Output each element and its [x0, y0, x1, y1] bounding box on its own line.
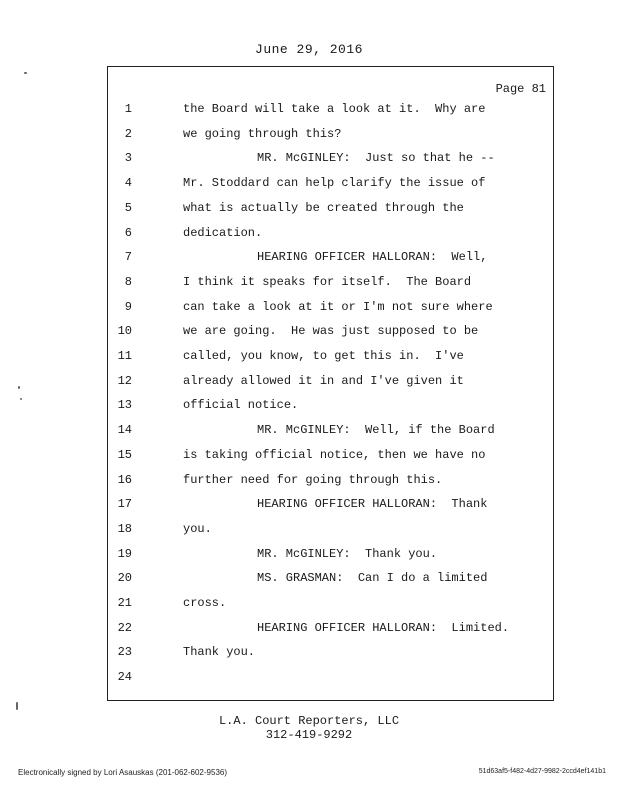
transcript-line — [0, 300, 618, 325]
transcript-line — [0, 522, 618, 547]
line-text: Thank you. — [183, 645, 256, 660]
line-text: the Board will take a look at it. Why are — [183, 102, 486, 116]
transcript-line — [0, 151, 618, 176]
transcript-line — [0, 448, 618, 473]
line-number: 4 — [124, 176, 132, 191]
line-number: 22 — [117, 620, 132, 635]
court-reporter-phone: 312-419-9292 — [265, 728, 353, 742]
scan-speck — [20, 398, 22, 400]
line-text: official notice. — [183, 398, 299, 413]
transcript-line — [0, 398, 618, 423]
line-number: 12 — [117, 373, 132, 388]
line-number: 7 — [124, 250, 132, 265]
line-number: 13 — [117, 398, 132, 413]
line-text: is taking official notice, then we have no — [183, 447, 486, 462]
line-text: MR. McGINLEY: Thank you. — [257, 546, 438, 561]
line-number: 24 — [117, 670, 132, 685]
line-text: further need for going through this. — [183, 472, 443, 487]
line-number: 5 — [124, 200, 132, 215]
transcript-line — [0, 423, 618, 448]
transcript-line — [0, 645, 618, 670]
line-text: HEARING OFFICER HALLORAN: Limited. — [257, 620, 510, 635]
line-text: we going through this? — [183, 126, 342, 141]
line-number: 19 — [117, 546, 132, 561]
line-number: 20 — [117, 571, 132, 586]
line-text: I think it speaks for itself. The Board — [183, 274, 472, 289]
line-text: can take a look at it or I'm not sure where — [183, 299, 493, 314]
line-text: cross. — [183, 596, 227, 610]
scan-speck — [24, 72, 27, 74]
transcript-line — [0, 275, 618, 300]
transcript-line — [0, 571, 618, 596]
line-text: called, you know, to get this in. I've — [183, 349, 464, 363]
line-number: 16 — [117, 472, 132, 487]
line-number: 1 — [124, 102, 132, 116]
transcript-line — [0, 621, 618, 646]
transcript-line — [0, 102, 618, 127]
transcript-line — [0, 596, 618, 621]
line-text: HEARING OFFICER HALLORAN: Thank — [257, 497, 488, 512]
transcript-line — [0, 473, 618, 498]
document-id: 51d63af5-f482-4d27-9982-2ccd4ef141b1 — [478, 768, 606, 775]
line-number: 21 — [117, 596, 132, 610]
line-text: dedication. — [183, 225, 263, 240]
line-text: we are going. He was just supposed to be — [183, 324, 479, 339]
line-number: 17 — [117, 497, 132, 512]
line-number: 6 — [124, 225, 132, 240]
line-text: MR. McGINLEY: Just so that he -- — [257, 151, 495, 166]
transcript-line — [0, 127, 618, 152]
line-number: 2 — [124, 126, 132, 141]
line-number: 11 — [117, 349, 132, 363]
line-text: MR. McGINLEY: Well, if the Board — [257, 423, 495, 438]
transcript-line — [0, 226, 618, 251]
transcript-line — [0, 176, 618, 201]
transcript-line — [0, 547, 618, 572]
line-text: what is actually be created through the — [183, 200, 464, 215]
line-text: you. — [183, 521, 212, 536]
scan-speck — [16, 702, 18, 710]
line-number: 3 — [124, 151, 132, 166]
page-number: Page 81 — [495, 82, 546, 96]
court-reporter-company: L.A. Court Reporters, LLC — [218, 714, 400, 728]
line-number: 10 — [117, 324, 132, 339]
line-number: 23 — [117, 645, 132, 660]
line-text: MS. GRASMAN: Can I do a limited — [257, 571, 488, 586]
transcript-line — [0, 349, 618, 374]
line-number: 18 — [117, 521, 132, 536]
page-date-header: June 29, 2016 — [255, 42, 363, 57]
scan-speck — [18, 386, 20, 389]
transcript-line — [0, 670, 618, 695]
line-number: 9 — [124, 299, 132, 314]
transcript-line — [0, 250, 618, 275]
transcript-line — [0, 201, 618, 226]
line-number: 14 — [117, 423, 132, 438]
line-text: HEARING OFFICER HALLORAN: Well, — [257, 250, 488, 265]
transcript-line — [0, 324, 618, 349]
line-text: already allowed it in and I've given it — [183, 373, 464, 388]
line-number: 8 — [124, 274, 132, 289]
line-number: 15 — [117, 447, 132, 462]
transcript-line — [0, 497, 618, 522]
electronic-signature-note: Electronically signed by Lori Asauskas (201-062-602-9536) — [18, 768, 228, 777]
transcript-line — [0, 374, 618, 399]
line-text: Mr. Stoddard can help clarify the issue of — [183, 176, 486, 191]
